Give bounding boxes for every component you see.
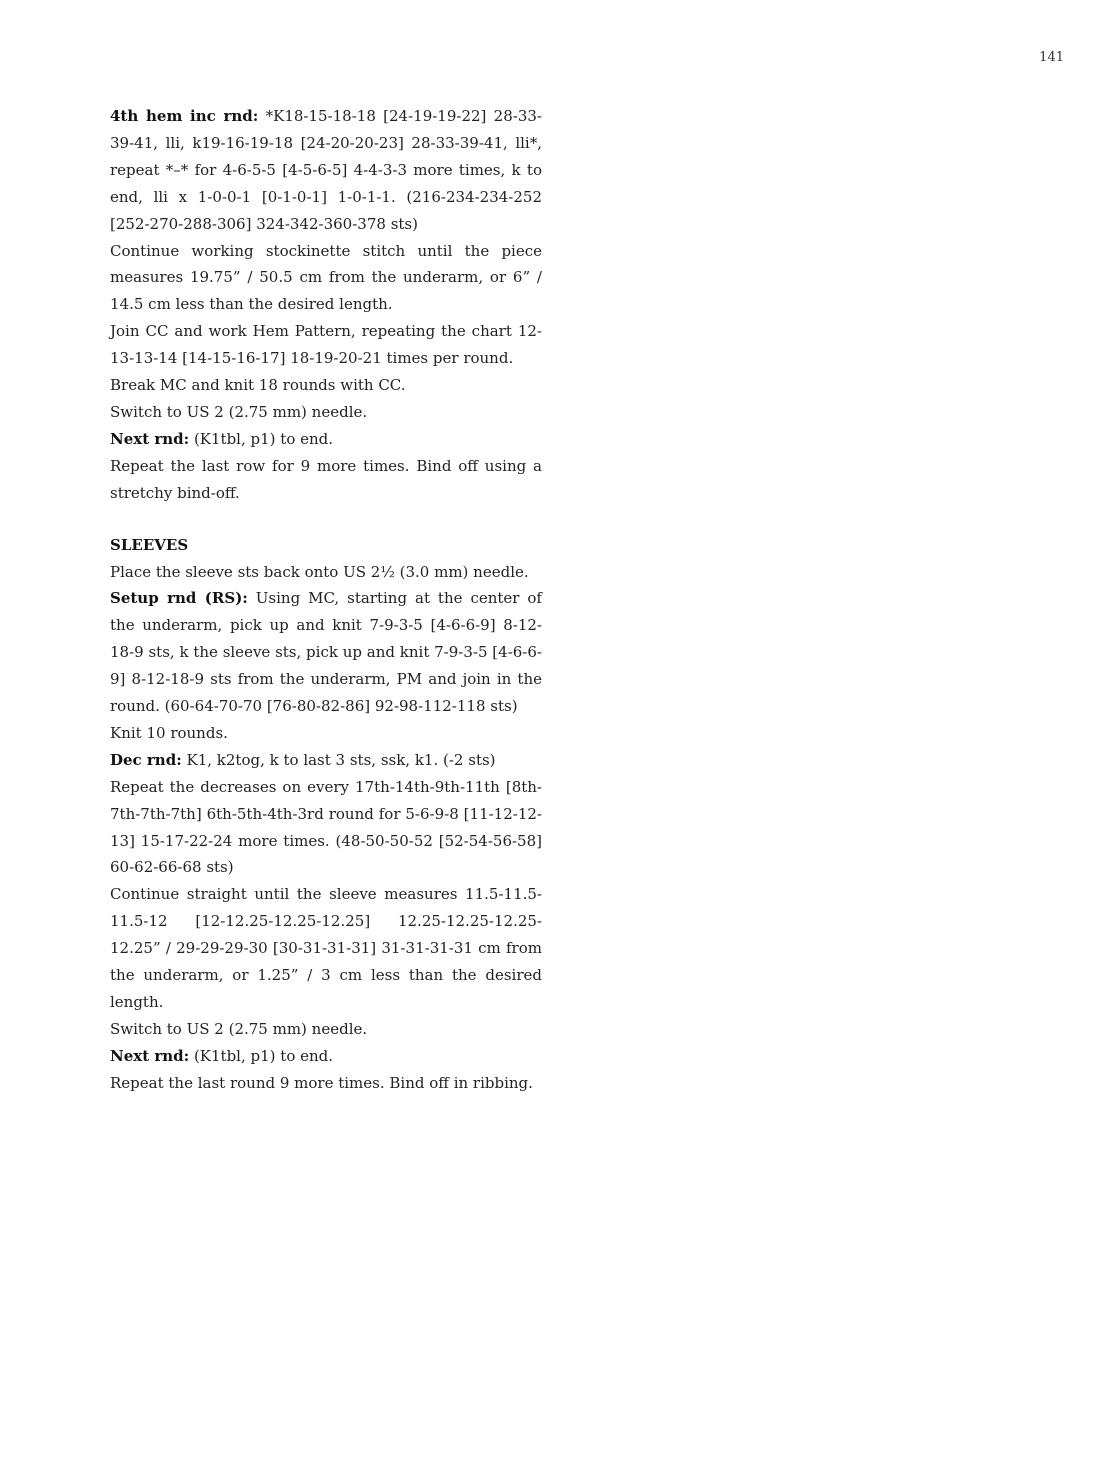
sleeves-dec-text: K1, k2tog, k to last 3 sts, ssk, k1. (-2 sts) bbox=[181, 750, 496, 769]
sleeves-next-rnd-label: Next rnd: bbox=[110, 1046, 190, 1065]
sleeves-place-paragraph: Place the sleeve sts back onto US 2½ (3.0 mm) needle. bbox=[110, 562, 529, 581]
hem-join-cc-paragraph: Join CC and work Hem Pattern, repeating the chart 12-13-13-14 [14-15-16-17] 18-19-20-21 times per round. bbox=[110, 322, 542, 368]
hem-repeat-paragraph: Repeat the last row for 9 more times. Bind off using a stretchy bind-off. bbox=[110, 456, 542, 502]
sleeves-repeat-paragraph: Repeat the last round 9 more times. Bind off in ribbing. bbox=[110, 1073, 533, 1092]
hem-next-rnd-label: Next rnd: bbox=[110, 429, 190, 448]
hem-inc-label: 4th hem inc rnd: bbox=[110, 107, 259, 125]
sleeves-knit-rounds-paragraph: Knit 10 rounds. bbox=[110, 723, 228, 742]
hem-continue-paragraph: Continue working stockinette stitch until the piece measures 19.75” / 50.5 cm from the underarm, or 6” / 14.5 cm less than the desired length. bbox=[110, 241, 542, 314]
sleeves-dec-paragraph bbox=[110, 747, 542, 774]
sleeves-setup-text: Using MC, starting at the center of the underarm, pick up and knit 7-9-3-5 [4-6-6-9] 8-12-18-9 sts, k the sleeve sts, pick up and knit 7-9-3-5 [4-6-6-9] 8-12-18-9 sts from the underarm, PM and join in the round. (60-64-70-70 [76-80-82-86] 92-98-112-118 sts) bbox=[110, 589, 542, 716]
hem-next-rnd-text: (K1tbl, p1) to end. bbox=[189, 429, 334, 448]
page-body bbox=[110, 103, 542, 1097]
sleeves-switch-needle-paragraph: Switch to US 2 (2.75 mm) needle. bbox=[110, 1019, 368, 1038]
hem-inc-paragraph bbox=[110, 103, 542, 238]
hem-break-mc-paragraph: Break MC and knit 18 rounds with CC. bbox=[110, 376, 406, 395]
sleeves-section bbox=[110, 532, 542, 1097]
sleeves-heading: SLEEVES bbox=[110, 535, 189, 554]
sleeves-setup-label: Setup rnd (RS): bbox=[110, 589, 248, 608]
hem-inc-text: *K18-15-18-18 [24-19-19-22] 28-33-39-41, lli, k19-16-19-18 [24-20-20-23] 28-33-39-41, lli*, repeat *–* for 4-6-5-5 [4-5-6-5] 4-4-3-3 more times, k to end, lli x 1-0-0-1 [0-1-0-1] 1-0-1-1. (216-234-234-252 [252-270-288-306] 324-342-360-378 sts) bbox=[110, 107, 542, 233]
sleeves-continue-paragraph: Continue straight until the sleeve measures 11.5-11.5-11.5-12 [12-12.25-12.25-12.25] 12.25-12.25-12.25-12.25” / 29-29-29-30 [30-31-31-31] 31-31-31-31 cm from the underarm, or 1.25” / 3 cm less than the desired length. bbox=[110, 885, 542, 1011]
sleeves-next-rnd-paragraph bbox=[110, 1043, 542, 1070]
hem-section bbox=[110, 103, 542, 507]
hem-switch-needle-paragraph: Switch to US 2 (2.75 mm) needle. bbox=[110, 402, 368, 421]
hem-next-rnd-paragraph bbox=[110, 426, 542, 453]
sleeves-next-rnd-text: (K1tbl, p1) to end. bbox=[189, 1046, 334, 1065]
sleeves-repeat-dec-paragraph: Repeat the decreases on every 17th-14th-9th-11th [8th-7th-7th-7th] 6th-5th-4th-3rd round for 5-6-9-8 [11-12-12-13] 15-17-22-24 more times. (48-50-50-52 [52-54-56-58] 60-62-66-68 sts) bbox=[110, 777, 542, 877]
page-number: 141 bbox=[1039, 50, 1064, 65]
sleeves-setup-paragraph bbox=[110, 585, 542, 720]
sleeves-dec-label: Dec rnd: bbox=[110, 750, 182, 769]
